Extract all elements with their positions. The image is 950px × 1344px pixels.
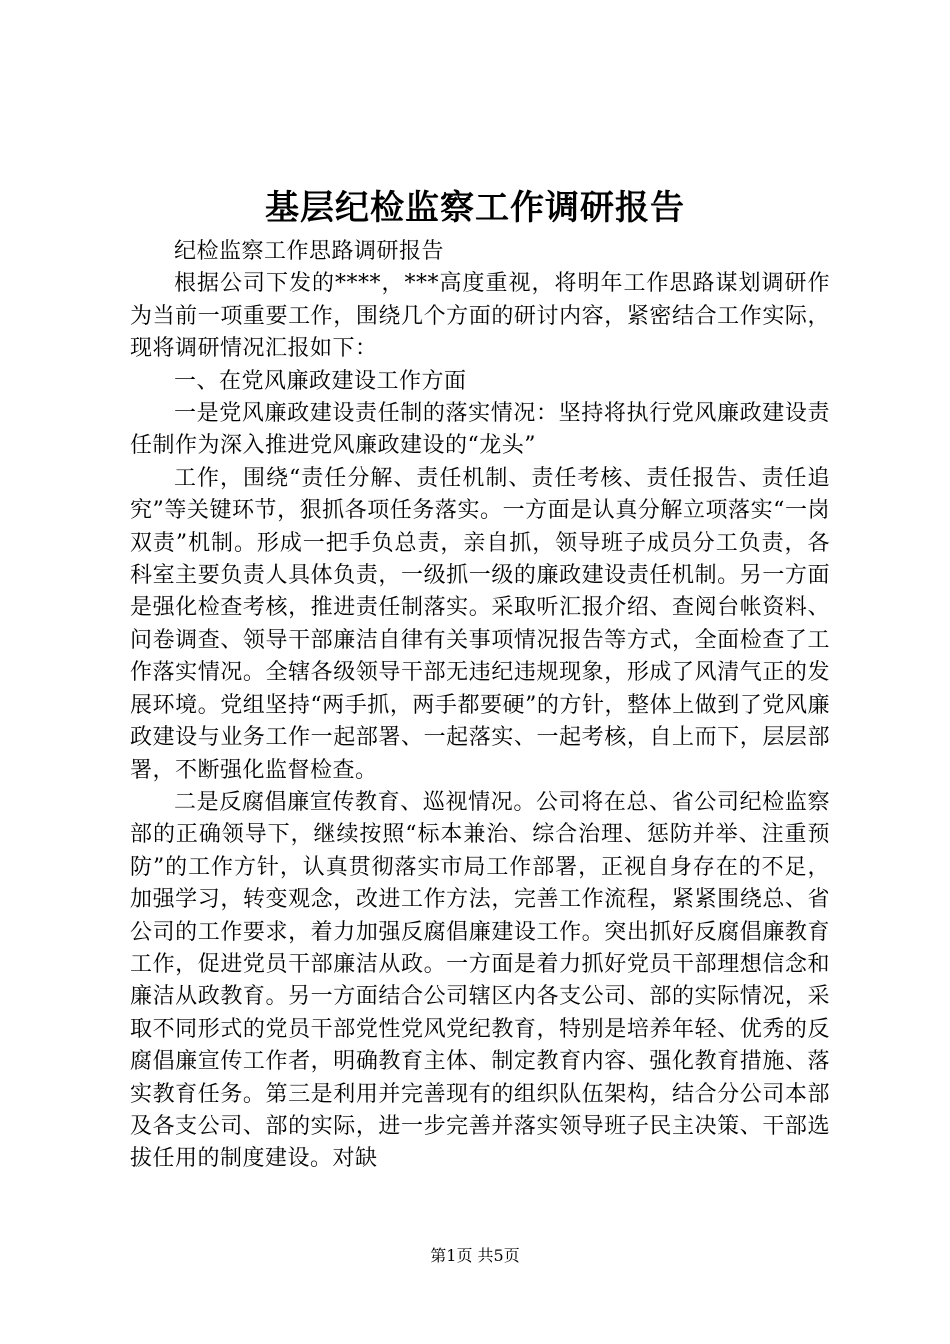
paragraph-item-1: 一是党风廉政建设责任制的落实情况：坚持将执行党风廉政建设责任制作为深入推进党风廉政建设的“龙头”: [130, 401, 830, 459]
paragraph-subtitle: 纪检监察工作思路调研报告: [174, 239, 445, 264]
paragraph-item-1-continued: 工作，围绕“责任分解、责任机制、责任考核、责任报告、责任追究”等关键环节，狠抓各项任务落实。一方面是认真分解立项落实“一岗双责”机制。形成一把手负总责，亲自抓，领导班子成员分工负责，各科室主要负责人具体负责，一级抓一级的廉政建设责任机制。另一方面是强化检查考核，推进责任制落实。采取听汇报介绍、查阅台帐资料、问卷调查、领导干部廉洁自律有关事项情况报告等方式，全面检查了工作落实情况。全辖各级领导干部无违纪违规现象，形成了风清气正的发展环境。党组坚持“两手抓，两手都要硬”的方针，整体上做到了党风廉政建设与业务工作一起部署、一起落实、一起考核，自上而下，层层部署，不断强化监督检查。: [130, 465, 830, 783]
document-title: 基层纪检监察工作调研报告: [265, 188, 685, 228]
document-body: [130, 236, 830, 1176]
section-heading-1: 一、在党风廉政建设工作方面: [174, 368, 467, 394]
paragraph-item-2: 二是反腐倡廉宣传教育、巡视情况。公司将在总、省公司纪检监察部的正确领导下，继续按照“标本兼治、综合治理、惩防并举、注重预防”的工作方针，认真贯彻落实市局工作部署，正视自身存在的不足，加强学习，转变观念，改进工作方法，完善工作流程，紧紧围绕总、省公司的工作要求，着力加强反腐倡廉建设工作。突出抓好反腐倡廉教育工作，促进党员干部廉洁从政。一方面是着力抓好党员干部理想信念和廉洁从政教育。另一方面结合公司辖区内各支公司、部的实际情况，采取不同形式的党员干部党性党风党纪教育，特别是培养年轻、优秀的反腐倡廉宣传工作者，明确教育主体、制定教育内容、强化教育措施、落实教育任务。第三是利用并完善现有的组织队伍架构，结合分公司本部及各支公司、部的实际，进一步完善并落实领导班子民主决策、干部选拔任用的制度建设。对缺: [130, 789, 830, 1172]
page-number-footer: 第1页 共5页: [430, 1246, 520, 1265]
paragraph-intro: 根据公司下发的****，***高度重视，将明年工作思路谋划调研作为当前一项重要工作，围绕几个方面的研讨内容，紧密结合工作实际，现将调研情况汇报如下：: [130, 271, 830, 362]
